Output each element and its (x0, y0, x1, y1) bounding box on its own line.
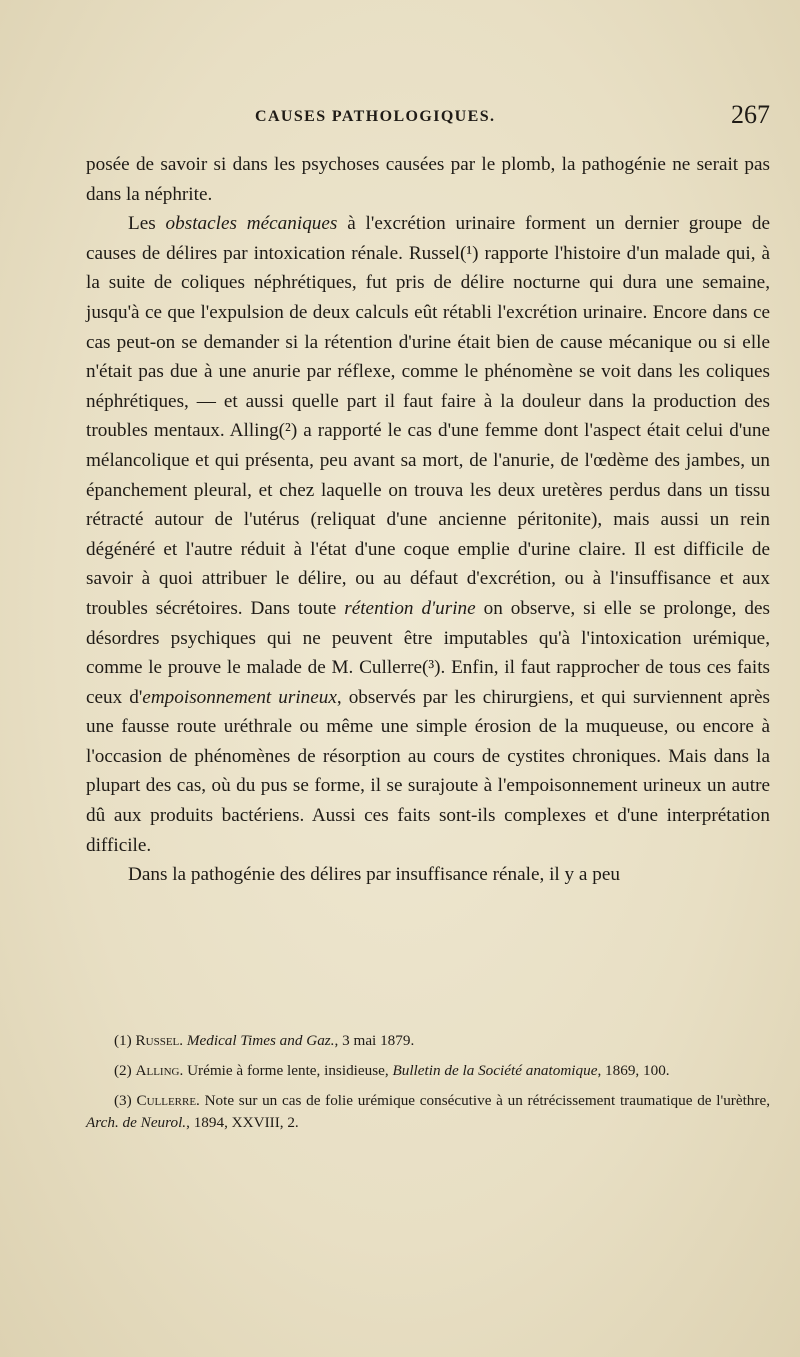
emphasis-empoisonnement: empoisonnement urineux (142, 686, 337, 708)
paragraph-1: posée de savoir si dans les psychoses causées par le plomb, la pathogénie ne serait pas dans la néphrite. (86, 154, 770, 205)
footnote-ref-2: (²) (278, 420, 298, 442)
main-text (86, 150, 770, 890)
paragraph-3: Dans la pathogénie des délires par insuffisance rénale, il y a peu (128, 864, 620, 886)
paragraph-2: Les obstacles mécaniques à l'excrétion urinaire forment un dernier groupe de causes de délires par intoxication rénale. Russel(¹) rapporte l'histoire d'un malade qui, à la suite de coliques néphrétiques, fut pris de délire nocturne qui dura une semaine, jusqu'à ce que l'expulsion de deux calculs eût rétabli l'excrétion urinaire. Encore dans ce cas peut-on se demander si la rétention d'urine était bien de cause mécanique ou si elle n'était pas due à une anurie par réflexe, comme le phénomène se voit dans les coliques néphrétiques, — et aussi quelle part il faut faire à la douleur dans la production des troubles mentaux. Alling(²) a rapporté le cas d'une femme dont l'aspect était celui d'une mélancolique et qui présenta, peu avant sa mort, de l'anurie, de l'œdème des jambes, un épanchement pleural, et chez laquelle on trouva les deux uretères perdus dans un tissu rétracté autour de l'utérus (reliquat d'une ancienne péritonite), mais aussi un rein dégénéré et l'autre réduit à l'état d'une coque emplie d'urine claire. Il est difficile de savoir à quoi attribuer le délire, ou au défaut d'excrétion, ou à l'insuffisance et aux troubles sécrétoires. Dans toute rétention d'urine on observe, si elle se prolonge, des désordres psychiques qui ne peuvent être imputables qu'à l'intoxication urémique, comme le prouve le malade de M. Cullerre(³). Enfin, il faut rapprocher de tous ces faits ceux d'empoisonnement urineux, observés par les chirurgiens, et qui surviennent après une fausse route uréthrale ou même une simple érosion de la muqueuse, ou encore à l'occasion de phénomènes de résorption au cours de cystites chroniques. Mais dans la plupart des cas, où du pus se forme, il se surajoute à l'empoisonnement urineux un autre dû aux produits bactériens. Aussi ces faits sont-ils complexes et d'une interprétation difficile. (86, 213, 771, 856)
footnotes (86, 1030, 770, 1142)
running-head: CAUSES PATHOLOGIQUES. (255, 108, 496, 125)
footnote-1: (1) Russel. Medical Times and Gaz., 3 mai 1879. (114, 1032, 415, 1049)
emphasis-retention: rétention d'urine (344, 597, 476, 619)
footnote-3: (3) Cullerre. Note sur un cas de folie urémique consécutive à un rétrécissement traumatique de l'urèthre, Arch. de Neurol., 1894, XXVIII, 2. (86, 1092, 770, 1131)
footnote-author: Russel. (135, 1032, 184, 1049)
footnote-ref-3: (³) (421, 657, 441, 679)
emphasis-obstacles: obstacles mécaniques (165, 213, 338, 235)
footnote-author: Alling. (135, 1062, 184, 1079)
page-header (255, 100, 770, 136)
footnote-ref-1: (¹) (460, 242, 479, 264)
footnote-title: Bulletin de la Société anatomique (392, 1062, 598, 1079)
page-number: 267 (731, 100, 770, 129)
footnote-title: Medical Times and Gaz. (186, 1032, 335, 1049)
footnote-2: (2) Alling. Urémie à forme lente, insidieuse, Bulletin de la Société anatomique, 1869, 100. (114, 1062, 670, 1079)
footnote-author: Cullerre. (136, 1092, 200, 1109)
footnote-title: Arch. de Neurol. (86, 1114, 187, 1131)
